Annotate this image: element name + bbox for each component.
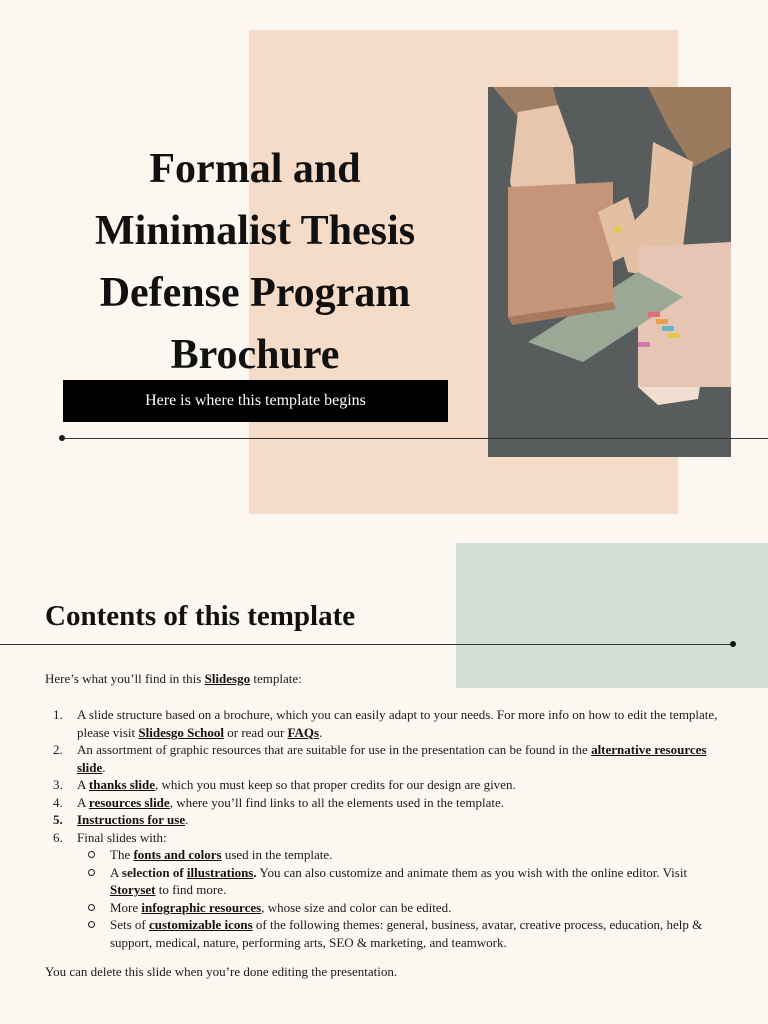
list-item (45, 811, 735, 829)
list-text: An assortment of graphic resources that are suitable for use in the presentation can be found in the (77, 742, 592, 757)
customizable-icons-link[interactable]: customizable icons (149, 917, 253, 932)
sublist-text: used in the template. (221, 847, 333, 862)
sublist-bold-text: selection of (121, 864, 187, 880)
list-text: . (185, 812, 189, 827)
circle-bullet-icon (88, 869, 95, 876)
slidesgo-school-link[interactable]: Slidesgo School (138, 724, 224, 740)
infographic-resources-link[interactable]: infographic resources (141, 899, 262, 915)
list-number: 4. (53, 794, 63, 810)
page-title (40, 138, 470, 386)
title-line: Defense Program (99, 270, 411, 316)
alternative-resources-link[interactable]: alternative resources slide (77, 742, 707, 775)
list-text: , which you must keep so that proper credits for our design are given. (155, 777, 516, 792)
divider-dot (730, 641, 736, 647)
list-text: . (319, 724, 323, 740)
subtitle-banner (63, 380, 448, 422)
sublist-text: More (110, 899, 142, 915)
sage-background-block (456, 543, 768, 688)
list-text: . (102, 759, 106, 775)
sublist-item (77, 864, 735, 899)
footer-note: You can delete this slide when you’re done editing the presentation. (45, 964, 398, 979)
list-text: A slide structure based on a brochure, which you can easily adapt to your needs. For more info on how to edit the template, please visit (77, 707, 718, 740)
list-item (45, 706, 735, 741)
list-item (45, 794, 735, 812)
sublist-text: The (110, 847, 134, 862)
circle-bullet-icon (88, 904, 95, 911)
circle-bullet-icon (88, 851, 95, 858)
list-text: , where you’ll find links to all the elements used in the template. (169, 794, 504, 810)
sublist-text: A (110, 864, 122, 880)
fonts-colors-link[interactable]: fonts and colors (133, 847, 222, 862)
slidesgo-link[interactable]: Slidesgo (204, 671, 251, 686)
sublist-text: You can also customize and animate them as you wish with the online editor. Visit (256, 864, 688, 880)
divider-line (62, 438, 768, 439)
sublist-text: to find more. (155, 882, 227, 897)
list-text: A (77, 794, 89, 810)
sublist-item (77, 916, 735, 951)
list-number: 6. (53, 829, 63, 845)
title-line: Minimalist Thesis (94, 208, 416, 254)
title-line: Brochure (170, 332, 340, 378)
list-number: 5. (53, 812, 63, 827)
thanks-slide-link[interactable]: thanks slide (88, 777, 156, 792)
subtitle-text: Here is where this template begins (145, 392, 366, 409)
instructions-link[interactable]: Instructions for use (77, 812, 186, 827)
contents-heading: Contents of this template (45, 600, 356, 632)
list-item (45, 776, 735, 794)
divider-line (0, 644, 733, 645)
list-text: Final slides with: (77, 829, 167, 845)
list-number: 3. (53, 777, 63, 792)
sublist-text: Sets of (110, 917, 149, 932)
intro-before: Here’s what you’ll find in this (45, 671, 205, 686)
contents-list (45, 706, 735, 951)
final-slides-sublist (77, 846, 735, 951)
sublist-text: of the following themes: general, business, avatar, creative process, education, help & support, medical, nature, performing arts, SEO & marketing, and teamwork. (110, 917, 703, 950)
list-text: or read our (224, 724, 288, 740)
faqs-link[interactable]: FAQs (287, 724, 320, 740)
hands-holding-books-photo (488, 87, 731, 457)
title-line: Formal and (149, 146, 361, 192)
storyset-link[interactable]: Storyset (110, 882, 156, 897)
intro-after: template: (250, 671, 302, 686)
list-item (45, 741, 735, 776)
illustrations-link[interactable]: illustrations (186, 864, 254, 880)
list-number: 1. (53, 707, 63, 722)
sublist-text: , whose size and color can be edited. (261, 899, 452, 915)
sublist-item (77, 899, 735, 917)
resources-slide-link[interactable]: resources slide (88, 794, 170, 810)
list-number: 2. (53, 742, 63, 757)
list-item (45, 829, 735, 952)
intro-text (45, 671, 302, 687)
circle-bullet-icon (88, 921, 95, 928)
sublist-item (77, 846, 735, 864)
sublist-bold-text: . (253, 864, 257, 880)
list-text: A (77, 777, 89, 792)
